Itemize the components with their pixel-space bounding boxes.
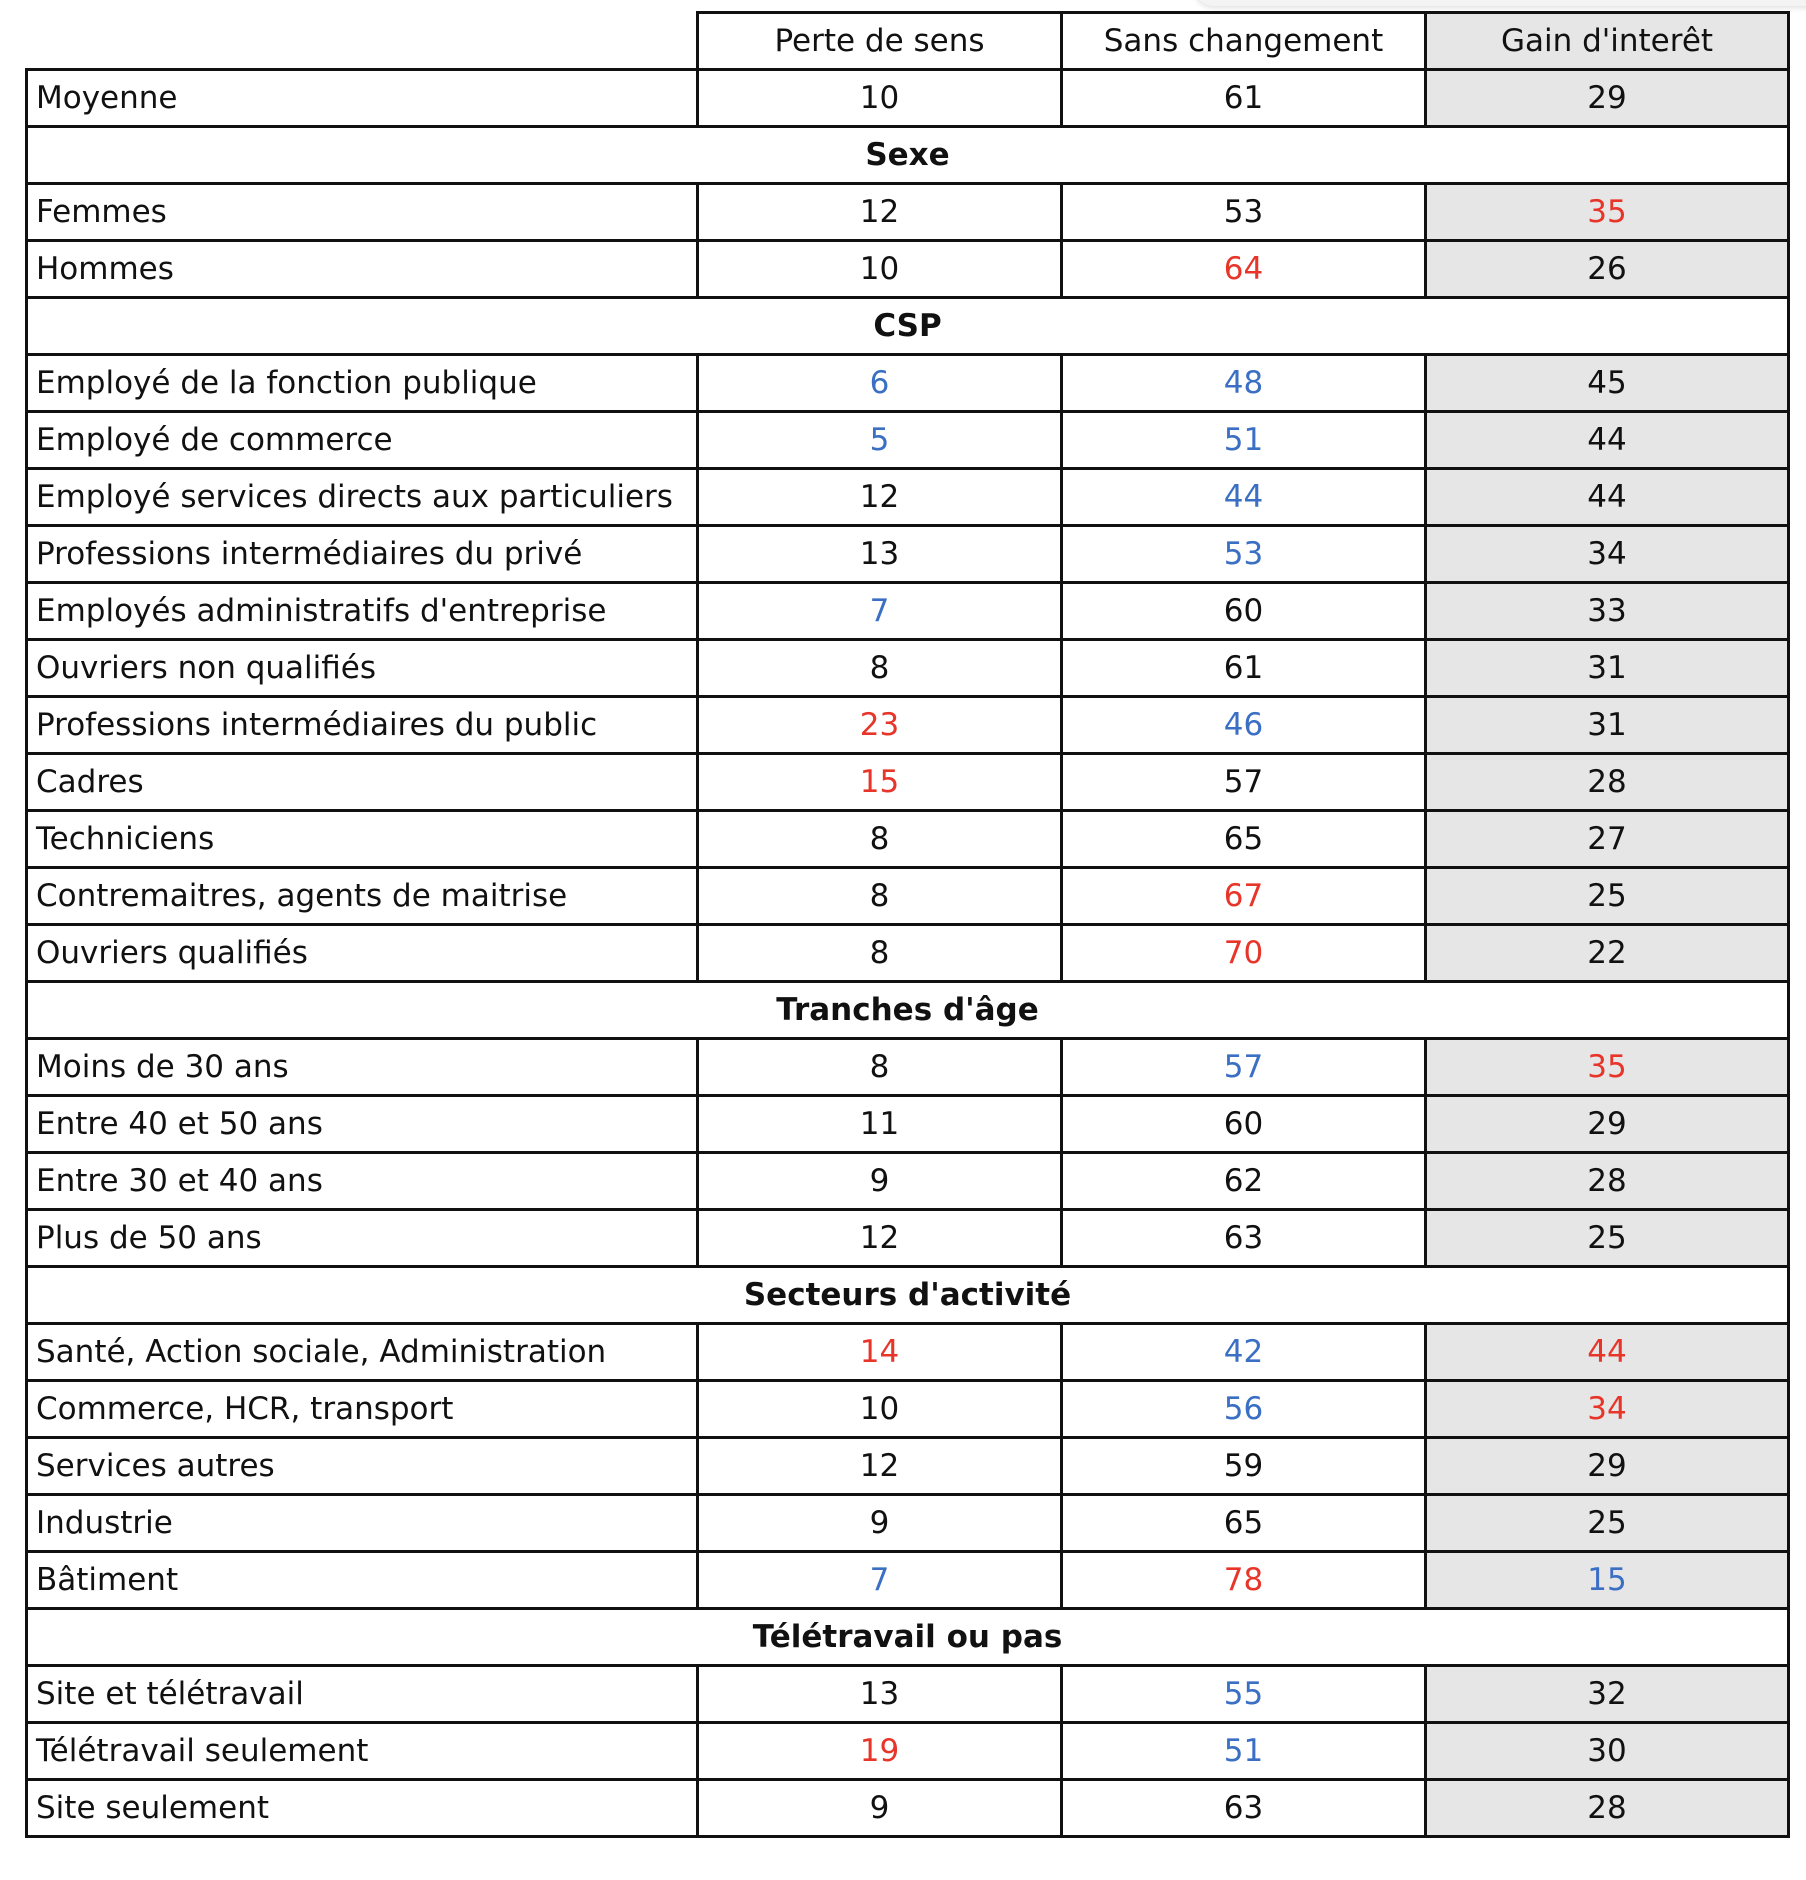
cell-gain: 29	[1426, 1096, 1789, 1153]
table-row	[27, 1096, 1789, 1153]
table-row	[27, 1153, 1789, 1210]
table-row	[27, 184, 1789, 241]
cell-perte: 12	[698, 184, 1062, 241]
row-label: Employé services directs aux particuliers	[27, 469, 698, 526]
cell-perte: 9	[698, 1780, 1062, 1837]
row-label: Site seulement	[27, 1780, 698, 1837]
row-label: Hommes	[27, 241, 698, 298]
table-row	[27, 469, 1789, 526]
cell-perte: 13	[698, 1666, 1062, 1723]
table-row	[27, 925, 1789, 982]
row-label: Employés administratifs d'entreprise	[27, 583, 698, 640]
cell-sans-changement: 53	[1062, 184, 1426, 241]
cell-perte: 9	[698, 1153, 1062, 1210]
cell-perte: 8	[698, 1039, 1062, 1096]
cell-perte: 14	[698, 1324, 1062, 1381]
cell-gain: 28	[1426, 754, 1789, 811]
table-row	[27, 811, 1789, 868]
cell-perte: 19	[698, 1723, 1062, 1780]
cell-perte: 10	[698, 241, 1062, 298]
row-label: Plus de 50 ans	[27, 1210, 698, 1267]
row-label: Professions intermédiaires du public	[27, 697, 698, 754]
header-row	[27, 13, 1789, 70]
cell-gain: 32	[1426, 1666, 1789, 1723]
section-title: Sexe	[27, 127, 1789, 184]
cell-gain: 25	[1426, 868, 1789, 925]
cell-gain: 35	[1426, 184, 1789, 241]
cell-sans-changement: 51	[1062, 1723, 1426, 1780]
cell-perte: 12	[698, 469, 1062, 526]
cell-sans-changement: 53	[1062, 526, 1426, 583]
cell-gain: 44	[1426, 469, 1789, 526]
row-label: Professions intermédiaires du privé	[27, 526, 698, 583]
cell-sans-changement: 67	[1062, 868, 1426, 925]
section-header-row	[27, 298, 1789, 355]
row-label: Commerce, HCR, transport	[27, 1381, 698, 1438]
cell-perte: 9	[698, 1495, 1062, 1552]
row-label: Cadres	[27, 754, 698, 811]
cell-gain: 44	[1426, 1324, 1789, 1381]
table-row	[27, 640, 1789, 697]
cell-gain: 28	[1426, 1780, 1789, 1837]
table-row	[27, 1666, 1789, 1723]
section-title: Secteurs d'activité	[27, 1267, 1789, 1324]
row-label: Entre 40 et 50 ans	[27, 1096, 698, 1153]
cell-sans-changement: 63	[1062, 1780, 1426, 1837]
table-row	[27, 1552, 1789, 1609]
cell-sans-changement: 61	[1062, 70, 1426, 127]
cell-gain: 25	[1426, 1495, 1789, 1552]
cell-gain: 29	[1426, 1438, 1789, 1495]
cell-gain: 34	[1426, 1381, 1789, 1438]
cell-sans-changement: 70	[1062, 925, 1426, 982]
cell-sans-changement: 56	[1062, 1381, 1426, 1438]
column-header-gain: Gain d'interêt	[1426, 13, 1789, 70]
cell-perte: 23	[698, 697, 1062, 754]
cell-sans-changement: 63	[1062, 1210, 1426, 1267]
cell-sans-changement: 61	[1062, 640, 1426, 697]
cell-sans-changement: 57	[1062, 754, 1426, 811]
cell-perte: 11	[698, 1096, 1062, 1153]
cell-perte: 12	[698, 1210, 1062, 1267]
corner-cell	[27, 13, 698, 70]
table-row	[27, 1495, 1789, 1552]
table-row	[27, 1381, 1789, 1438]
row-label: Moyenne	[27, 70, 698, 127]
row-label: Industrie	[27, 1495, 698, 1552]
cell-sans-changement: 64	[1062, 241, 1426, 298]
section-title: Tranches d'âge	[27, 982, 1789, 1039]
cell-sans-changement: 55	[1062, 1666, 1426, 1723]
cell-perte: 7	[698, 1552, 1062, 1609]
cell-sans-changement: 78	[1062, 1552, 1426, 1609]
cell-gain: 35	[1426, 1039, 1789, 1096]
row-label: Ouvriers qualifiés	[27, 925, 698, 982]
column-header-sans-changement: Sans changement	[1062, 13, 1426, 70]
cell-perte: 8	[698, 868, 1062, 925]
section-title: Télétravail ou pas	[27, 1609, 1789, 1666]
table-row	[27, 1324, 1789, 1381]
cell-gain: 44	[1426, 412, 1789, 469]
section-header-row	[27, 1267, 1789, 1324]
table-row	[27, 1210, 1789, 1267]
table-row	[27, 1039, 1789, 1096]
table-row	[27, 241, 1789, 298]
cell-perte: 15	[698, 754, 1062, 811]
cell-gain: 31	[1426, 640, 1789, 697]
section-title: CSP	[27, 298, 1789, 355]
table-row	[27, 697, 1789, 754]
row-label: Moins de 30 ans	[27, 1039, 698, 1096]
cell-perte: 8	[698, 640, 1062, 697]
column-header-perte: Perte de sens	[698, 13, 1062, 70]
cell-perte: 13	[698, 526, 1062, 583]
section-header-row	[27, 982, 1789, 1039]
section-header-row	[27, 127, 1789, 184]
row-label: Techniciens	[27, 811, 698, 868]
table-row	[27, 583, 1789, 640]
cell-sans-changement: 59	[1062, 1438, 1426, 1495]
cell-sans-changement: 62	[1062, 1153, 1426, 1210]
cell-gain: 26	[1426, 241, 1789, 298]
cell-sans-changement: 60	[1062, 583, 1426, 640]
cell-gain: 15	[1426, 1552, 1789, 1609]
row-label: Site et télétravail	[27, 1666, 698, 1723]
table-row	[27, 355, 1789, 412]
row-label: Employé de la fonction publique	[27, 355, 698, 412]
cell-gain: 25	[1426, 1210, 1789, 1267]
cell-sans-changement: 46	[1062, 697, 1426, 754]
cell-gain: 27	[1426, 811, 1789, 868]
row-label: Télétravail seulement	[27, 1723, 698, 1780]
cell-perte: 8	[698, 811, 1062, 868]
table-row	[27, 412, 1789, 469]
cell-gain: 34	[1426, 526, 1789, 583]
row-label: Services autres	[27, 1438, 698, 1495]
moyenne-row	[27, 70, 1789, 127]
cell-sans-changement: 51	[1062, 412, 1426, 469]
cell-perte: 10	[698, 1381, 1062, 1438]
cell-sans-changement: 44	[1062, 469, 1426, 526]
table-row	[27, 1438, 1789, 1495]
row-label: Ouvriers non qualifiés	[27, 640, 698, 697]
results-table	[25, 11, 1790, 1838]
cell-sans-changement: 57	[1062, 1039, 1426, 1096]
cell-gain: 29	[1426, 70, 1789, 127]
table-row	[27, 1723, 1789, 1780]
cell-perte: 5	[698, 412, 1062, 469]
cell-sans-changement: 48	[1062, 355, 1426, 412]
row-label: Entre 30 et 40 ans	[27, 1153, 698, 1210]
cell-gain: 30	[1426, 1723, 1789, 1780]
cell-sans-changement: 65	[1062, 811, 1426, 868]
cell-gain: 31	[1426, 697, 1789, 754]
row-label: Femmes	[27, 184, 698, 241]
cell-gain: 22	[1426, 925, 1789, 982]
cell-perte: 8	[698, 925, 1062, 982]
row-label: Bâtiment	[27, 1552, 698, 1609]
cell-sans-changement: 42	[1062, 1324, 1426, 1381]
cell-sans-changement: 65	[1062, 1495, 1426, 1552]
popup-edge	[1195, 0, 1806, 6]
section-header-row	[27, 1609, 1789, 1666]
cell-gain: 28	[1426, 1153, 1789, 1210]
cell-gain: 33	[1426, 583, 1789, 640]
table-row	[27, 1780, 1789, 1837]
row-label: Contremaitres, agents de maitrise	[27, 868, 698, 925]
cell-gain: 45	[1426, 355, 1789, 412]
cell-perte: 7	[698, 583, 1062, 640]
row-label: Employé de commerce	[27, 412, 698, 469]
cell-perte: 6	[698, 355, 1062, 412]
cell-perte: 10	[698, 70, 1062, 127]
table-row	[27, 526, 1789, 583]
table-row	[27, 754, 1789, 811]
row-label: Santé, Action sociale, Administration	[27, 1324, 698, 1381]
table-row	[27, 868, 1789, 925]
cell-perte: 12	[698, 1438, 1062, 1495]
cell-sans-changement: 60	[1062, 1096, 1426, 1153]
